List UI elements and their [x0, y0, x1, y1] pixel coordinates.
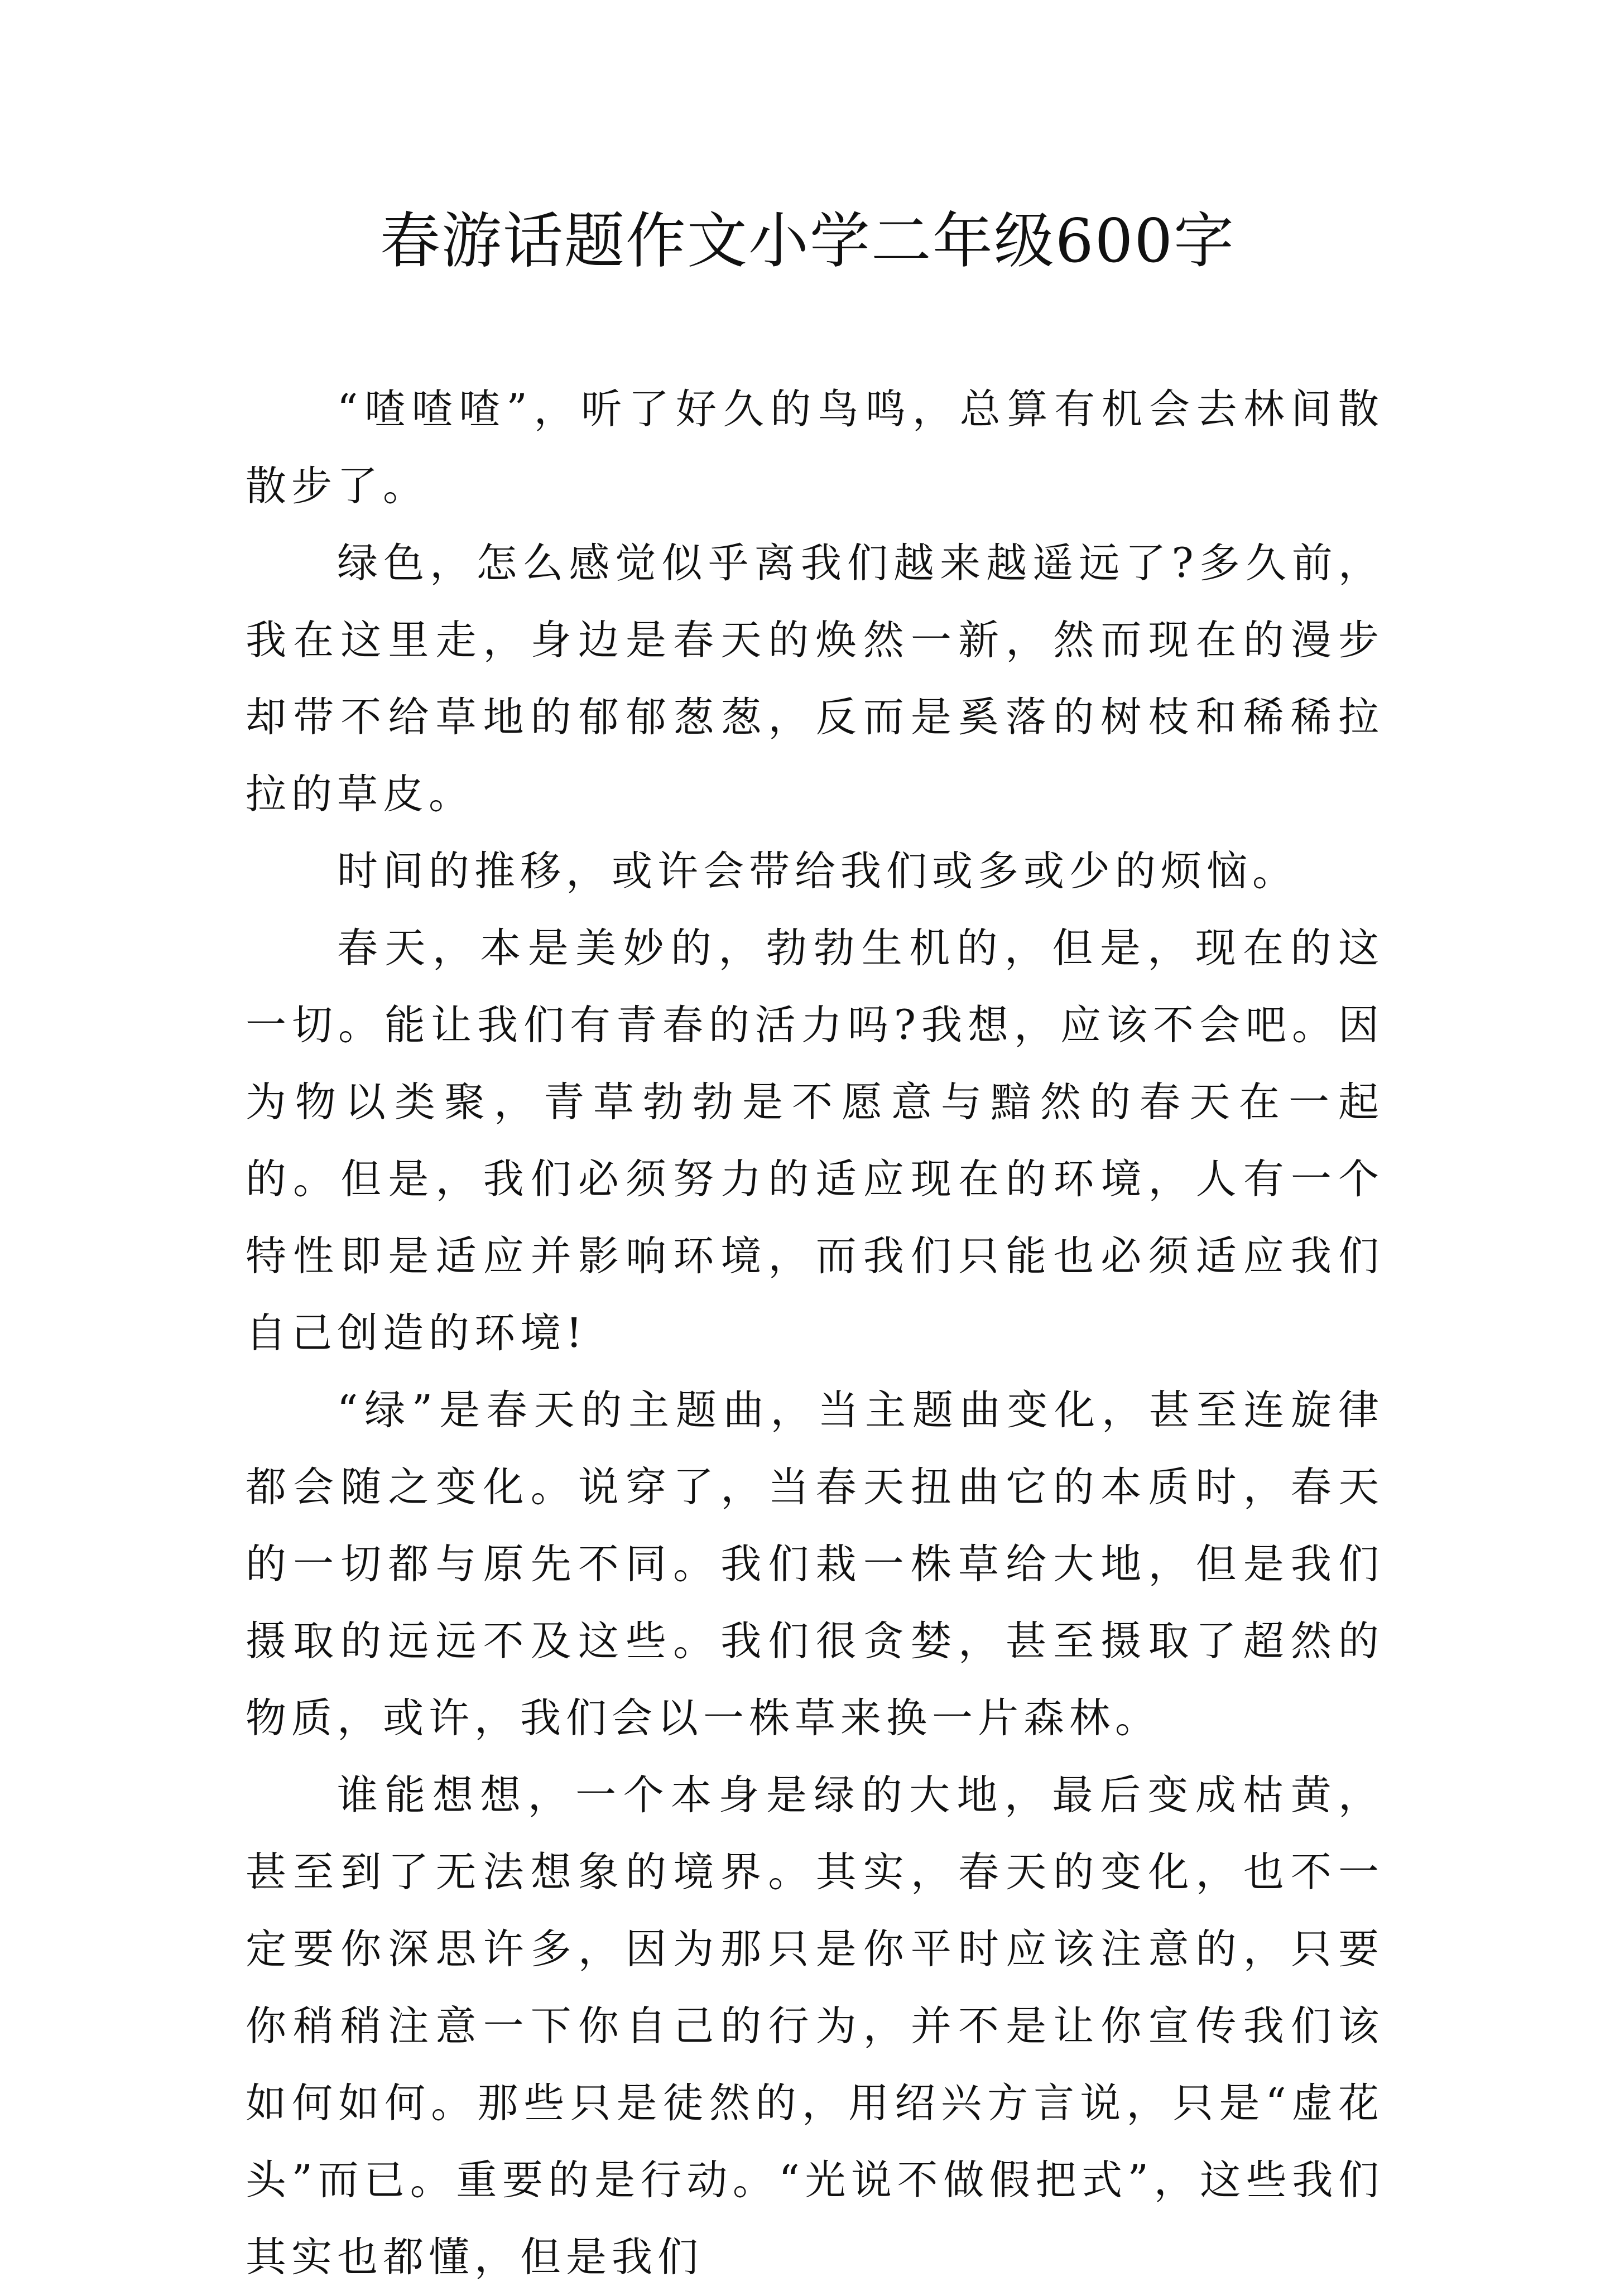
paragraph: 谁能想想，一个本身是绿的大地，最后变成枯黄，甚至到了无法想象的境界。其实，春天的变化，也不一定要你深思许多，因为那只是你平时应该注意的，只要你稍稍注意一下你自己的行为，并不是让你宣传我们该如何如何。那些只是徒然的，用绍兴方言说，只是“虚花头”而已。重要的是行动。“光说不做假把式”，这些我们其实也都懂，但是我们: [246, 1772, 1384, 2281]
paragraph: 时间的推移，或许会带给我们或多或少的烦恼。: [337, 848, 1298, 895]
paragraph: “绿”是春天的主题曲，当主题曲变化，甚至连旋律都会随之变化。说穿了，当春天扭曲它的本质时，春天的一切都与原先不同。我们栽一株草给大地，但是我们摄取的远远不及这些。我们很贪婪，甚至摄取了超然的物质，或许，我们会以一株草来换一片森林。: [246, 1387, 1384, 1742]
paragraph: 春天，本是美妙的，勃勃生机的，但是，现在的这一切。能让我们有青春的活力吗?我想，应该不会吧。因为物以类聚，青草勃勃是不愿意与黯然的春天在一起的。但是，我们必须努力的适应现在的环境，人有一个特性即是适应并影响环境，而我们只能也必须适应我们自己创造的环境!: [246, 925, 1384, 1357]
paragraph: “喳喳喳”，听了好久的鸟鸣，总算有机会去林间散散步了。: [246, 386, 1384, 510]
document-body: [246, 371, 1384, 2296]
document-title: 春游话题作文小学二年级600字: [379, 206, 1236, 276]
paragraph: 绿色，怎么感觉似乎离我们越来越遥远了?多久前，我在这里走，身边是春天的焕然一新，然而现在的漫步却带不给草地的郁郁葱葱，反而是奚落的树枝和稀稀拉拉的草皮。: [246, 540, 1384, 818]
